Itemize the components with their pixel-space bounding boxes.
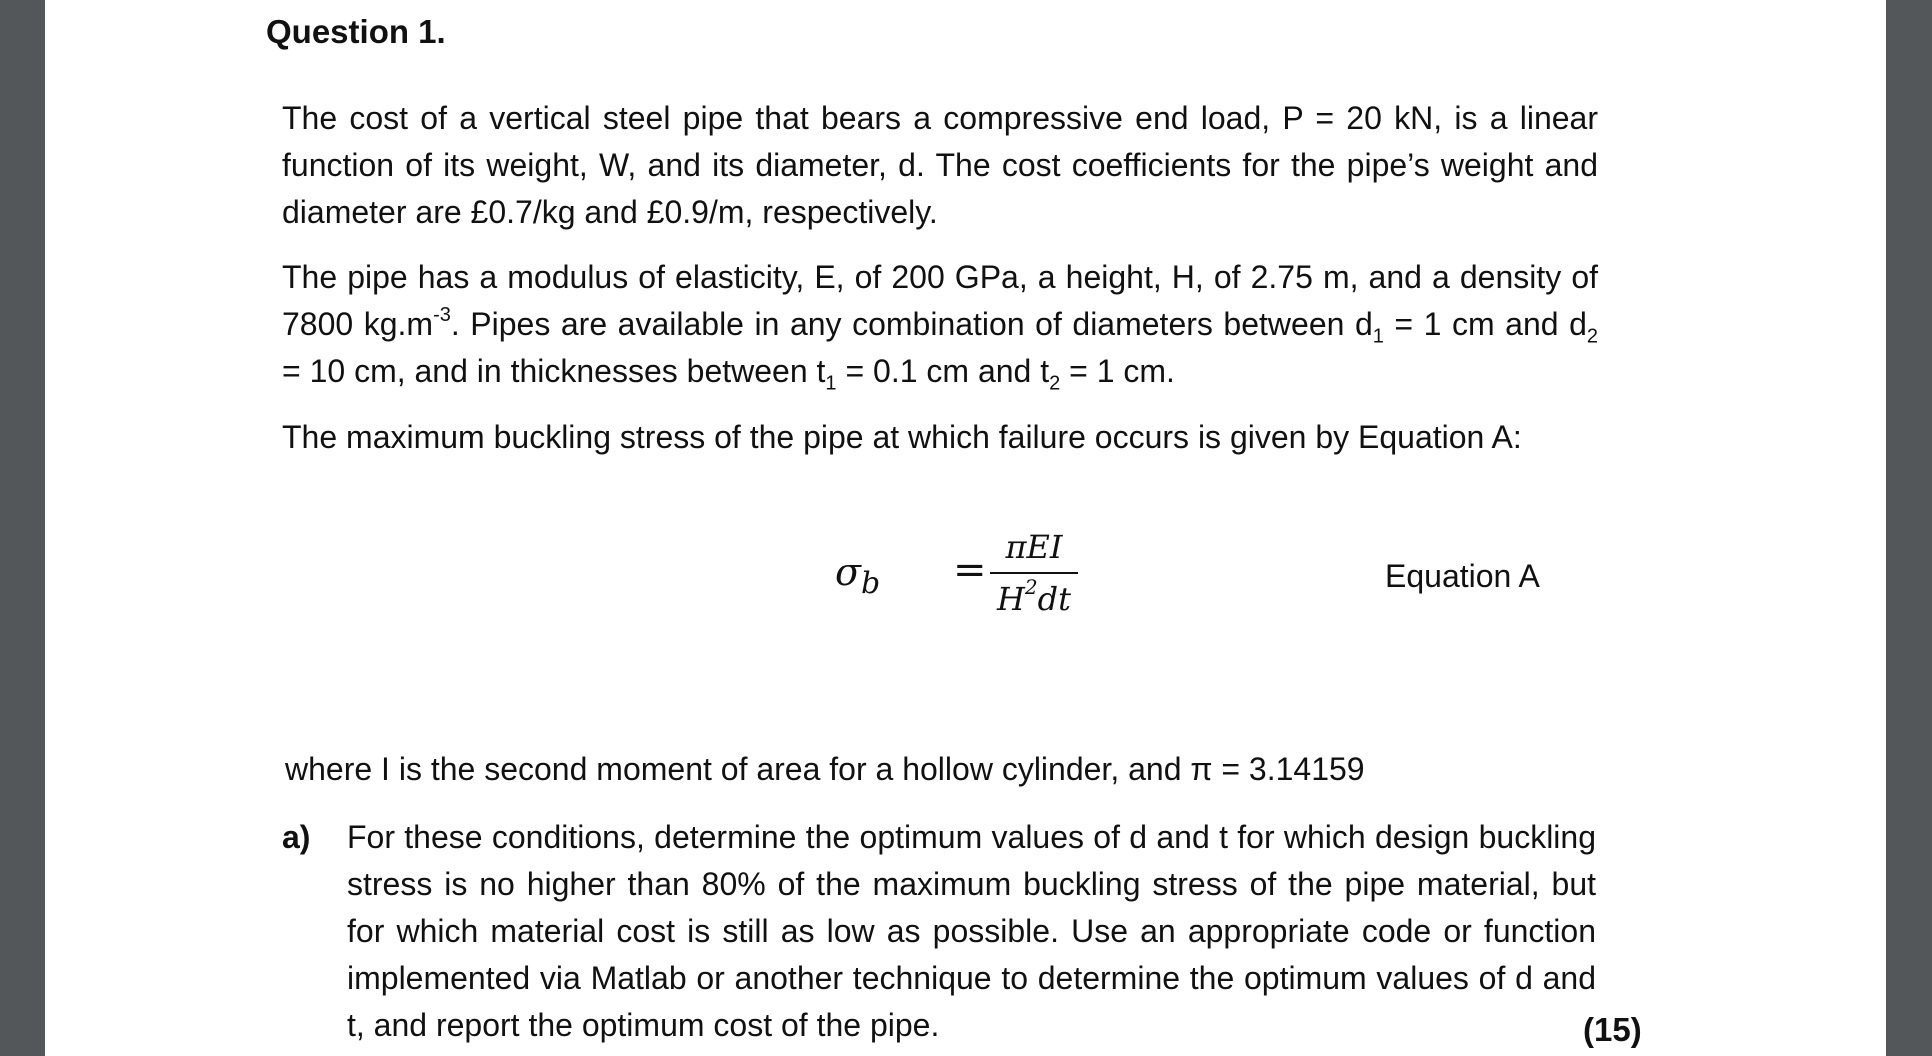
equation-lhs [835, 550, 881, 601]
density-exponent: -3 [433, 304, 451, 327]
properties-text-b: . Pipes are available in any combination of diameters between d [450, 306, 1373, 342]
equation-fraction [990, 525, 1078, 621]
t2-subscript: 2 [1049, 372, 1061, 395]
fraction-numerator: πEI [1005, 528, 1063, 566]
equals-sign: = [953, 547, 987, 593]
problem-paragraph-cost: The cost of a vertical steel pipe that bears a compressive end load, P = 20 kN, is a linear function of its weight, W, and its diameter, d. The cost coefficients for the pipe’s weight and diameter are £0.7/kg and £0.9/m, respectively. [282, 100, 1598, 230]
properties-text-f: = 1 cm. [1060, 353, 1175, 389]
properties-text-c: = 1 cm and d [1383, 306, 1587, 342]
fraction-denominator [990, 577, 1078, 621]
denominator-base: H [997, 580, 1025, 618]
properties-text-e: = 0.1 cm and t [836, 353, 1050, 389]
properties-text-a: The pipe has a modulus of elasticity, E, of 200 GPa, a height, H, of 2.75 m, and a density of 7800 kg.m [282, 259, 1598, 342]
problem-paragraph-properties [282, 254, 1598, 395]
question-heading: Question 1. [266, 13, 446, 50]
properties-text-d: = 10 cm, and in thicknesses between t [282, 353, 826, 389]
d2-subscript: 2 [1586, 325, 1599, 348]
denominator-exponent: 2 [1024, 575, 1038, 600]
sigma-subscript: b [860, 566, 881, 601]
part-a-letter: a) [282, 819, 311, 855]
equation-label: Equation A [1385, 558, 1540, 594]
fraction-bar [990, 572, 1078, 574]
problem-paragraph-moment: where I is the second moment of area for a hollow cylinder, and π = 3.14159 [285, 751, 1365, 787]
part-a-marks: (15) [1583, 1011, 1642, 1048]
d1-subscript: 1 [1372, 325, 1384, 348]
sigma-symbol: σ [835, 550, 861, 594]
problem-paragraph-buckling: The maximum buckling stress of the pipe at which failure occurs is given by Equation A: [282, 419, 1522, 455]
document-page[interactable] [45, 0, 1886, 1056]
part-a-text: For these conditions, determine the optimum values of d and t for which design buckling stress is no higher than 80% of the maximum buckling stress of the pipe material, but for which material cost is still as low as possible. Use an appropriate code or function implemented via Matlab or another technique to determine the optimum values of d and t, and report the optimum cost of the pipe. [347, 819, 1596, 1043]
denominator-rest: dt [1037, 580, 1071, 618]
t1-subscript: 1 [825, 372, 837, 395]
